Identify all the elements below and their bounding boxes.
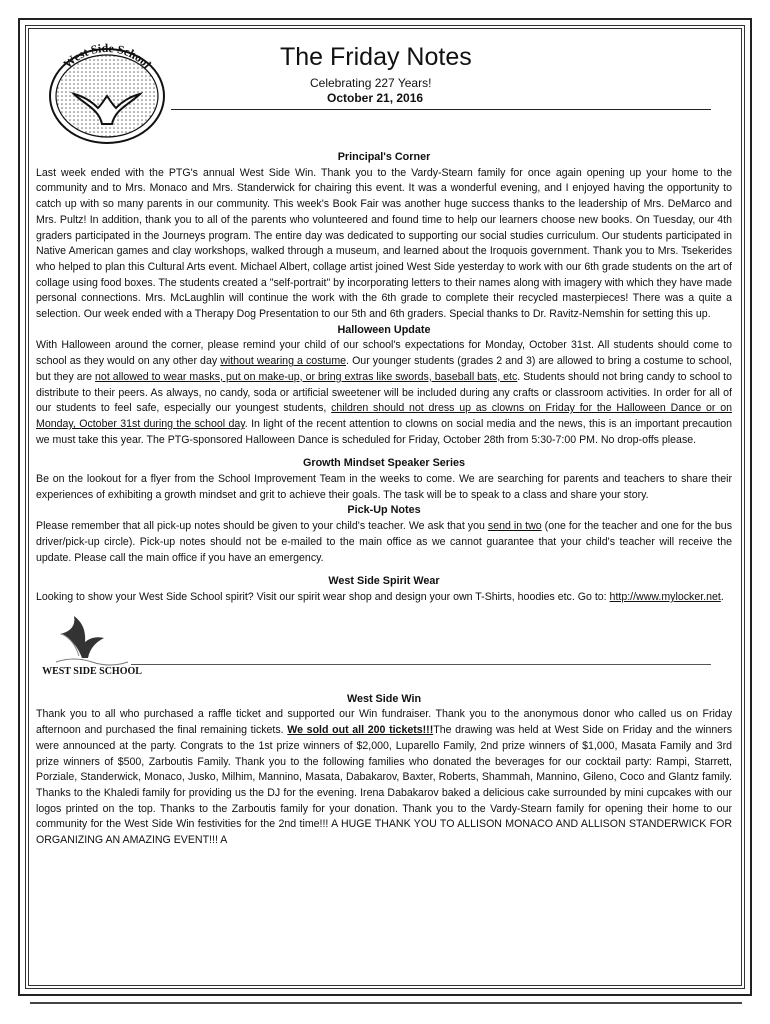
- whale-tail-logo: [42, 612, 142, 686]
- mylocker-link[interactable]: http://www.mylocker.net: [609, 590, 721, 603]
- school-seal-logo: [44, 34, 170, 146]
- newsletter-page: [36, 30, 732, 849]
- halloween-underline-clowns: children should not dress up as clowns on Friday for the Halloween Dance or on Monday, October 31st during the school day: [36, 402, 733, 430]
- whale-logo-text: WEST SIDE SCHOOL: [42, 665, 142, 677]
- growth-text: Be on the lookout for a flyer from the School Improvement Team in the weeks to come. We are searching for parents and teachers to share their experiences of exhibiting a growth mindset and grit to achieve their goals. The task will be to speak to a class and share your story.: [36, 473, 732, 501]
- win-text: Thank you to all who purchased a raffle ticket and supported our Win fundraiser. Thank you to the anonymous donor who called us on Friday afternoon and purchased the final remaining tickets. We sold out all 200 tickets!!!The drawing was held at West Side on Friday and the winners were announced at the party. Congrats to the 1st prize winners of $2,000, Luparello Family, 2nd prize winners of $1,000, Masata Family and 3rd prize winners of $500, Zarboutis Family. Thank you to the following families who donated the beverages for our cocktail party: Rampi, Starrett, Porziale, Standerwick, Monaco, Jusko, Milhim, Mannino, Masata, Dabakarov, Baxter, Roberts, Shammah, Mannino, Gileno, Coco and Glantz family. Thanks to the Khaledi family for providing us the DJ for the evening. Irena Dabakarov baked a delicious cake surrounded by mini cupcakes with our logos printed on the top. Thanks to the Zarboutis family for your donation. Thank you to the Vardy-Stearn family for opening their home to our community for the West Side Win festivities for the 2nd time!!! A HUGE THANK YOU TO ALLISON MONACO AND ALLISON STANDERWICK FOR ORGANIZING AN AMAZING EVENT!!! A: [36, 708, 732, 847]
- principal-text: Last week ended with the PTG's annual West Side Win. Thank you to the Vardy-Stearn family for once again opening up your home to the community and to Mrs. Monaco and Mrs. Standerwick for chairing this event. It was a wonderful evening, and I enjoyed having the opportunity to catch up with so many parents in our community. This week's Book Fair was another huge success thanks to the leadership of Mrs. DeMarco and Mrs. Pultz! In addition, thank you to all of the parents who volunteered and found time to help our learners choose new books. On Tuesday, our 4th graders participated in the Journeys program. The entire day was dedicated to supporting our social studies curriculum. Our students participated in Native American games and clay workshops, walked through a museum, and learned about the Iroquois government. Thank you to Mrs. Tsekerides who helped to plan this Cultural Arts event. Michael Albert, collage artist joined West Side yesterday to work with our 6th grade students on the art of collage using food boxes. The students created a "self-portrait" by incorporating letters to their names along with imagery with which they have made personal connections. Mrs. McLaughlin will continue the work with the 6th grade to complete their recycled masterpieces! There was a quite a selection. Our week ended with a Therapy Dog Presentation to our 5th and 6th graders. Special thanks to Dr. Ravitz-Nemshin for setting this up.: [36, 166, 732, 321]
- section-title-principal: Principal's Corner: [337, 151, 431, 163]
- section-title-spirit: West Side Spirit Wear: [328, 575, 440, 588]
- newsletter-title: The Friday Notes: [280, 43, 472, 71]
- section-title-halloween: Halloween Update: [337, 323, 431, 336]
- logo-divider-row: [36, 606, 732, 692]
- section-divider: [131, 664, 711, 665]
- newsletter-date: October 21, 2016: [327, 91, 424, 105]
- header-divider: [171, 109, 711, 110]
- win-sold-out: We sold out all 200 tickets!!!: [287, 724, 434, 737]
- section-title-pickup: Pick-Up Notes: [347, 504, 421, 517]
- section-title-win: West Side Win: [346, 692, 422, 705]
- pickup-underline: send in two: [487, 520, 542, 533]
- halloween-text: With Halloween around the corner, please remind your child of our school's expectations for Monday, October 31st. All students should come to school as they would on any other day without wearing a costume. Our younger students (grades 2 and 3) are allowed to bring a costume to school, but they are not allowed to wear masks, put on make-up, or bring extras like swords, baseball bats, etc. Students should not bring candy to school to distribute to their peers. As always, no candy, soda or artificial sweetener will be included during any crafts or classroom activities. In order for all of our students to feel safe, especially our youngest students, children should not dress up as clowns on Friday for the Halloween Dance or on Monday, October 31st during the school day. In light of the recent attention to clowns on social media and the news, this is an important precaution we must take this year. The PTG-sponsored Halloween Dance is scheduled for Friday, October 28th from 5:30-7:00 PM. No drop-offs please.: [36, 339, 733, 446]
- logo-text: West Side School: [60, 40, 154, 72]
- pickup-text: Please remember that all pick-up notes should be given to your child's teacher. We ask that you send in two (one for the teacher and one for the bus driver/pick-up circle). Pick-up notes should not be e-mailed to the main office as we cannot guarantee that your child's teacher will receive the update. Please call the main office if you have an emergency.: [36, 520, 732, 564]
- section-title-growth: Growth Mindset Speaker Series: [302, 457, 465, 470]
- halloween-underline-costume: without wearing a costume: [220, 355, 347, 368]
- newsletter-header: [36, 30, 732, 150]
- newsletter-subtitle: Celebrating 227 Years!: [310, 76, 432, 90]
- spirit-text: Looking to show your West Side School spirit? Visit our spirit wear shop and design your own T-Shirts, hoodies etc. Go to: http://www.mylocker.net.: [36, 590, 724, 603]
- page-border-bottom: [30, 1002, 742, 1004]
- halloween-underline-masks: not allowed to wear masks, put on make-up, or bring extras like swords, baseball bats, etc: [95, 370, 518, 383]
